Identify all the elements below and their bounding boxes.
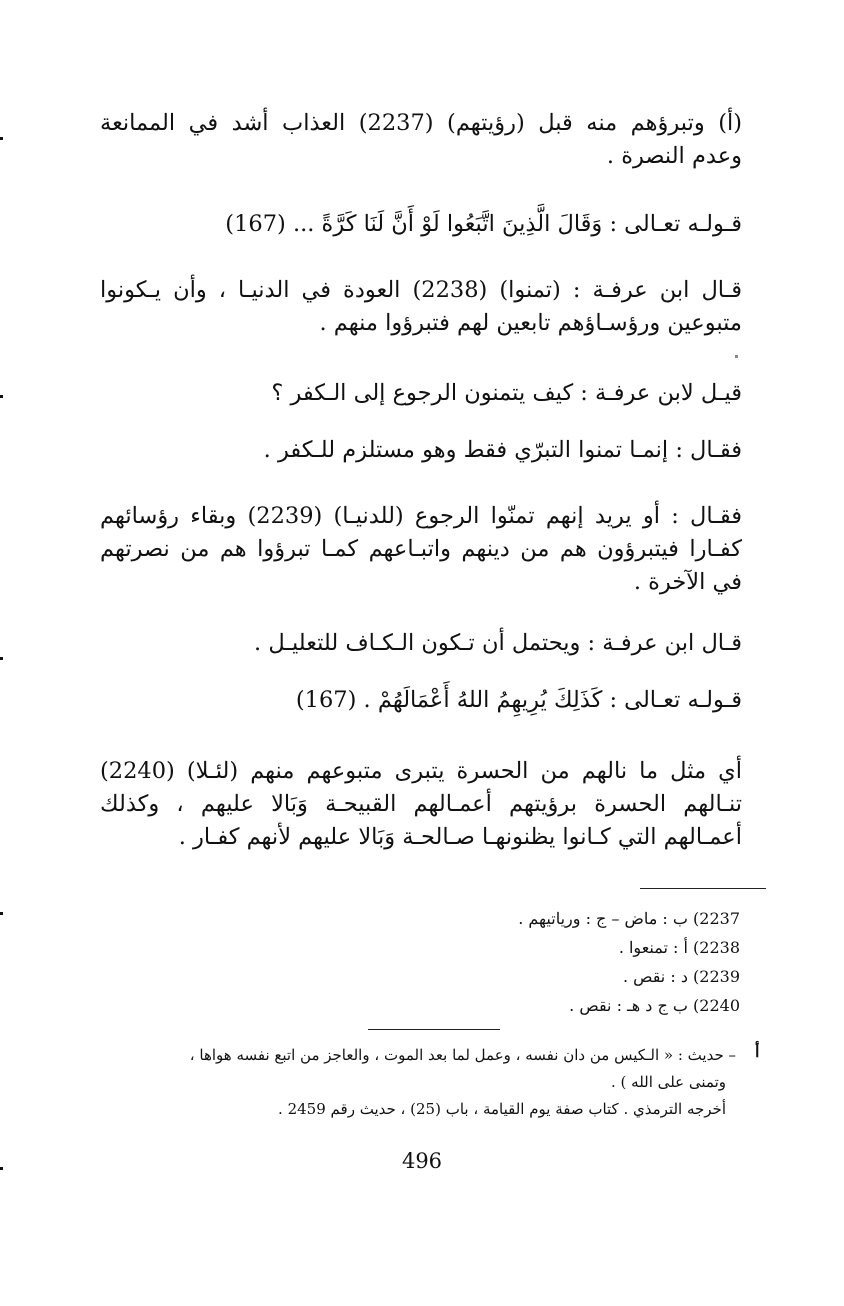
margin-dot bbox=[0, 137, 3, 140]
editor-note-line-3: أخرجه الترمذي . كتاب صفة يوم القيامة ، باب (25) ، حديث رقم 2459 . bbox=[278, 1100, 726, 1118]
paragraph-3: قـال ابن عرفـة : (تمنوا) (2238) العودة في الدنيـا ، وأن يـكونوا متبوعين ورؤسـاؤهم تابعين لهم فتبرؤوا منهم . bbox=[100, 277, 743, 336]
footnote-2237: 2237) ب : ماض – ج : ورياتيهم . bbox=[518, 909, 740, 928]
paragraph-7: قـال ابن عرفـة : ويحتمل أن تـكون الـكـاف للتعليـل . bbox=[254, 630, 742, 656]
margin-dot bbox=[0, 912, 3, 915]
page-number: 496 bbox=[401, 1149, 443, 1173]
paragraph-2: قـولـه تعـالى : وَقَالَ الَّذِينَ اتَّبَعُوا لَوْ أَنَّ لَنَا كَرَّةً ... (167) bbox=[225, 211, 742, 237]
editor-note-line-2: وتمنى على الله ) . bbox=[611, 1073, 726, 1091]
editor-note-line-1: – حديث : « الـكيس من دان نفسه ، وعمل لما بعد الموت ، والعاجز من اتبع نفسه هواها ، bbox=[189, 1046, 736, 1064]
paragraph-1: (أ) وتبرؤهم منه قبل (رؤيتهم) (2237) العذاب أشد في الممانعة وعدم النصرة . bbox=[100, 110, 743, 169]
footnote-2238: 2238) أ : تمنعوا . bbox=[618, 938, 740, 957]
paragraph-5: فقـال : إنمـا تمنوا التبرّي فقط وهو مستلزم للـكفر . bbox=[263, 437, 742, 463]
footnote-rule bbox=[640, 888, 766, 889]
scan-speck bbox=[735, 355, 738, 358]
margin-dot bbox=[0, 657, 3, 660]
paragraph-4: قيـل لابن عرفـة : كيف يتمنون الرجوع إلى الـكفر ؟ bbox=[271, 380, 742, 406]
footnote-2239: 2239) د : نقص . bbox=[622, 967, 740, 986]
paragraph-8: قـولـه تعـالى : كَذَلِكَ يُرِيهِمُ اللهُ أَعْمَالَهُمْ . (167) bbox=[295, 687, 742, 713]
paragraph-9: أي مثل ما نالهم من الحسرة يتبرى متبوعهم منهم (لئـلا) (2240) تنـالهم الحسرة برؤيتهم أعمـالهم القبيحـة وَبَالا عليهم ، وكذلك أعمـالهم التي كـانوا يظنونهـا صـالحـة وَبَالا عليهم لأنهم كفـار . bbox=[100, 758, 742, 850]
footnote-2240: 2240) ب ج د هـ : نقص . bbox=[569, 996, 740, 1015]
editor-note-rule bbox=[368, 1029, 500, 1030]
margin-dot bbox=[0, 1167, 3, 1170]
editor-note-mark: أ bbox=[755, 1042, 760, 1061]
margin-dot bbox=[0, 395, 3, 398]
paragraph-6: فقـال : أو يريد إنهم تمنّوا الرجوع (للدنيـا) (2239) وبقاء رؤسائهم كفـارا فيتبرؤون هم من دينهم واتبـاعهم كمـا تبرؤوا هم من نصرتهم في الآخرة . bbox=[100, 503, 742, 595]
